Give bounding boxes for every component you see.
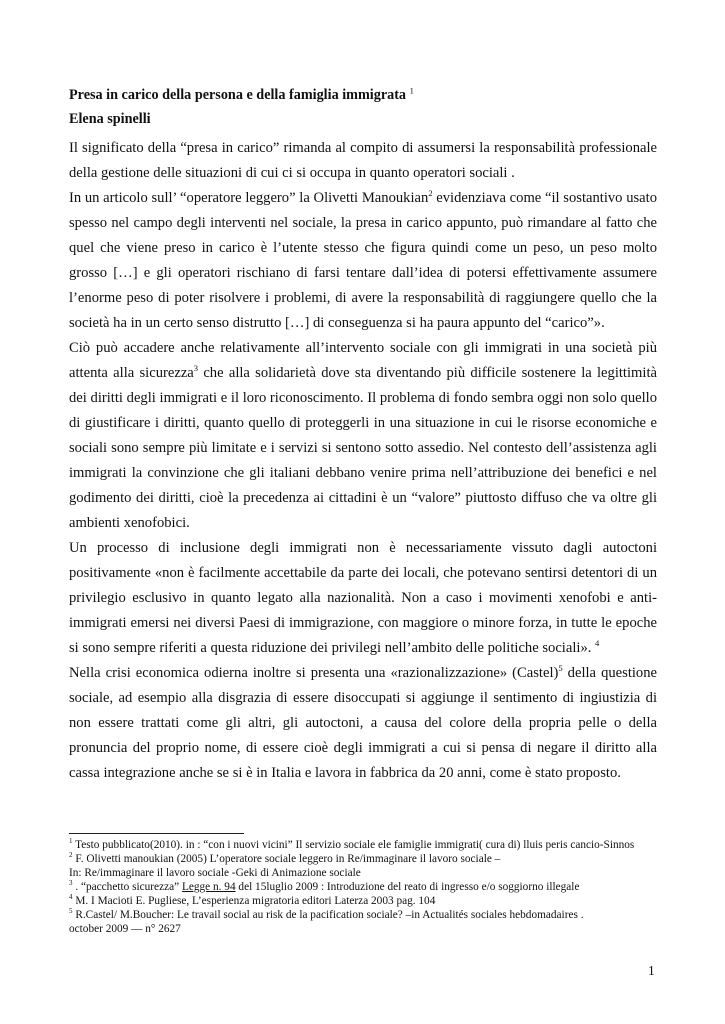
footnote-continuation: In: Re/immaginare il lavoro sociale -Geki di Animazione sociale bbox=[69, 867, 361, 879]
footnote: $^2$ F. Olivetti manoukian (2005) L’operatore sociale leggero in Re/immaginare il lavoro sociale – bbox=[69, 851, 501, 865]
footnote-ref: 4 bbox=[595, 638, 600, 649]
title-footnote-ref: 1 bbox=[409, 85, 414, 96]
body-text bbox=[69, 136, 657, 786]
paragraph: Il significato della “presa in carico” rimanda al compito di assumersi la responsabilità professionale della gestione delle situazioni di cui ci si occupa in quanto operatori sociali . bbox=[69, 140, 657, 181]
paragraph: Nella crisi economica odierna inoltre si presenta una «razionalizzazione» (Castel)$^5$ della questione sociale, ad esempio alla disgrazia di essere disoccupati si aggiunge il sentimento di ingiustizia di non essere trattati come gli altri, gli autoctoni, a causa del colore della propria pelle o della pronuncia del proprio nome, di essere cioè degli immigrati a cui si pensa di negare il diritto alla cassa integrazione anche se si è in Italia e lavora in fabbrica da 20 anni, come è stato proposto. bbox=[69, 663, 657, 781]
law-link[interactable]: Legge n. 94 bbox=[181, 881, 236, 893]
footnote: $^5$ R.Castel/ M.Boucher: Le travail social au risk de la pacification sociale? –in Actualités sociales hebdomadaires . bbox=[69, 907, 584, 921]
paragraph: In un articolo sull’ “operatore leggero” la Olivetti Manoukian$^2$ evidenziava come “il sostantivo usato spesso nel campo degli interventi nel sociale, la presa in carico appunto, può rimandare al fatto che quel che viene preso in carico è l’utente stesso che figura quindi come un peso, un peso molto grosso […] e gli operatori rischiano di farsi tentare dall’idea di potersi effettivamente assumere l’enorme peso di poter risolvere i problemi, di avere la responsabilità di raggiungere quello che la società ha in un certo senso distrutto […] di conseguenza si ha paura appunto del “carico”». bbox=[69, 188, 658, 331]
footnote-ref: 2 bbox=[428, 188, 433, 199]
footnote-separator bbox=[69, 833, 244, 834]
footnote: $^1$ Testo pubblicato(2010). in : “con i nuovi vicini” Il servizio sociale ele famiglie immigrati( cura di) lluis peris cancio-Sinnos bbox=[69, 837, 635, 851]
footnote-ref: 3 bbox=[193, 363, 199, 374]
paragraph: Un processo di inclusione degli immigrati non è necessariamente vissuto dagli autoctoni positivamente «non è facilmente accettabile da parte dei locali, che potevano sentirsi detentori di un privilegio esclusivo in quanto legato alla nazionalità. Non a caso i movimenti xenofobi e anti-immigrati emersi nei diversi Paesi di immigrazione, con maggiore o minore forza, in tutte le epoche si sono sempre riferiti a questa riduzione dei privilegi nell’ambito delle politiche sociali». $^4$ bbox=[69, 540, 657, 656]
author-name: Elena spinelli bbox=[69, 111, 151, 127]
document-title bbox=[69, 86, 669, 104]
title-text: Presa in carico della persona e della famiglia immigrata bbox=[69, 87, 407, 103]
footnote-continuation: october 2009 — n° 2627 bbox=[69, 923, 181, 935]
footnote-ref: 5 bbox=[558, 663, 563, 674]
footnote: $^3$ . “pacchetto sicurezza” Legge n. 94 del 15luglio 2009 : Introduzione del reato di ingresso e/o soggiorno illegale bbox=[69, 879, 580, 893]
footnote: $^4$ M. I Macioti E. Pugliese, L’esperienza migratoria editori Laterza 2003 pag. 104 bbox=[69, 893, 436, 907]
page-number: 1 bbox=[648, 963, 655, 978]
paragraph: Ciò può accadere anche relativamente all’intervento sociale con gli immigrati in una società più attenta alla sicurezza$^3$ che alla solidarietà dove sta diventando più difficile sostenere la legittimità dei diritti degli immigrati e il loro riconoscimento. Il problema di fondo sembra oggi non solo quello di giustificare i diritti, quanto quello di proteggerli in una situazione in cui le risorse economiche e sociali sono sempre più limitate e i servizi si sentono sotto assedio. Nel contesto dell’assistenza agli immigrati la convinzione che gli italiani debbano venire prima nell’attribuzione dei benefici e nel godimento dei diritti, cioè la precedenza ai cittadini è un “valore” piuttosto diffuso che va oltre gli ambienti xenofobici. bbox=[69, 340, 657, 531]
footnotes bbox=[69, 838, 669, 936]
